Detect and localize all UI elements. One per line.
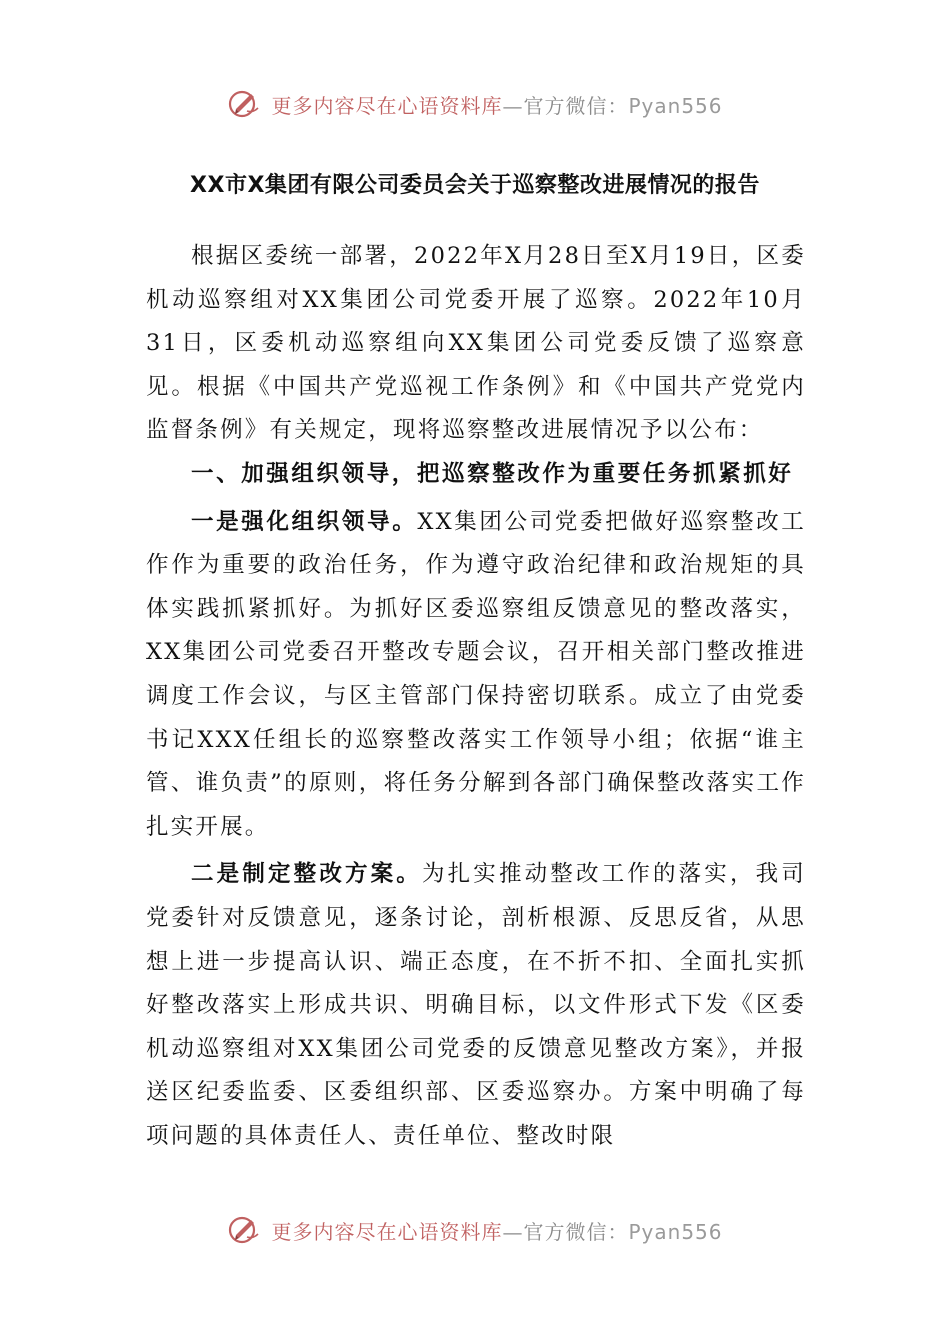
footer-watermark — [0, 1210, 950, 1250]
item-lead: 二是制定整改方案。 — [191, 861, 422, 888]
watermark-text: 更多内容尽在心语资料库—官方微信：Pyan556 — [271, 1219, 723, 1244]
pen-circle-icon — [227, 87, 261, 121]
document-title: XX市X集团有限公司委员会关于巡察整改进展情况的报告 — [190, 173, 760, 198]
intro-paragraph: 根据区委统一部署，2022年X月28日至X月19日，区委机动巡察组对XX集团公司党委开展了巡察。2022年10月31日，区委机动巡察组向XX集团公司党委反馈了巡察意见。根据《中国共产党巡视工作条例》和《中国共产党党内监督条例》有关规定，现将巡察整改进展情况予以公布： — [146, 243, 806, 444]
item-lead: 一是强化组织领导。 — [191, 508, 418, 535]
item-paragraph-1 — [146, 501, 806, 850]
item-text: XX集团公司党委把做好巡察整改工作作为重要的政治任务，作为遵守政治纪律和政治规矩的具体实践抓紧抓好。为抓好区委巡察组反馈意见的整改落实，XX集团公司党委召开整改专题会议，召开相关部门整改推进调度工作会议，与区主管部门保持密切联系。成立了由党委书记XXX任组长的巡察整改落实工作领导小组；依据“谁主管、谁负责”的原则，将任务分解到各部门确保整改落实工作扎实开展。 — [146, 508, 806, 840]
document-body — [146, 235, 806, 1158]
pen-circle-icon — [227, 1213, 261, 1247]
watermark-text: 更多内容尽在心语资料库—官方微信：Pyan556 — [271, 93, 723, 118]
section-heading: 一、加强组织领导，把巡察整改作为重要任务抓紧抓好 — [191, 460, 794, 487]
item-paragraph-2 — [146, 853, 806, 1158]
item-text: 为扎实推动整改工作的落实，我司党委针对反馈意见，逐条讨论，剖析根源、反思反省，从思想上进一步提高认识、端正态度，在不折不扣、全面扎实抓好整改落实上形成共识、明确目标，以文件形式下发《区委机动巡察组对XX集团公司党委的反馈意见整改方案》，并报送区纪委监委、区委组织部、区委巡察办。方案中明确了每项问题的具体责任人、责任单位、整改时限 — [146, 861, 806, 1149]
header-watermark — [0, 84, 950, 124]
